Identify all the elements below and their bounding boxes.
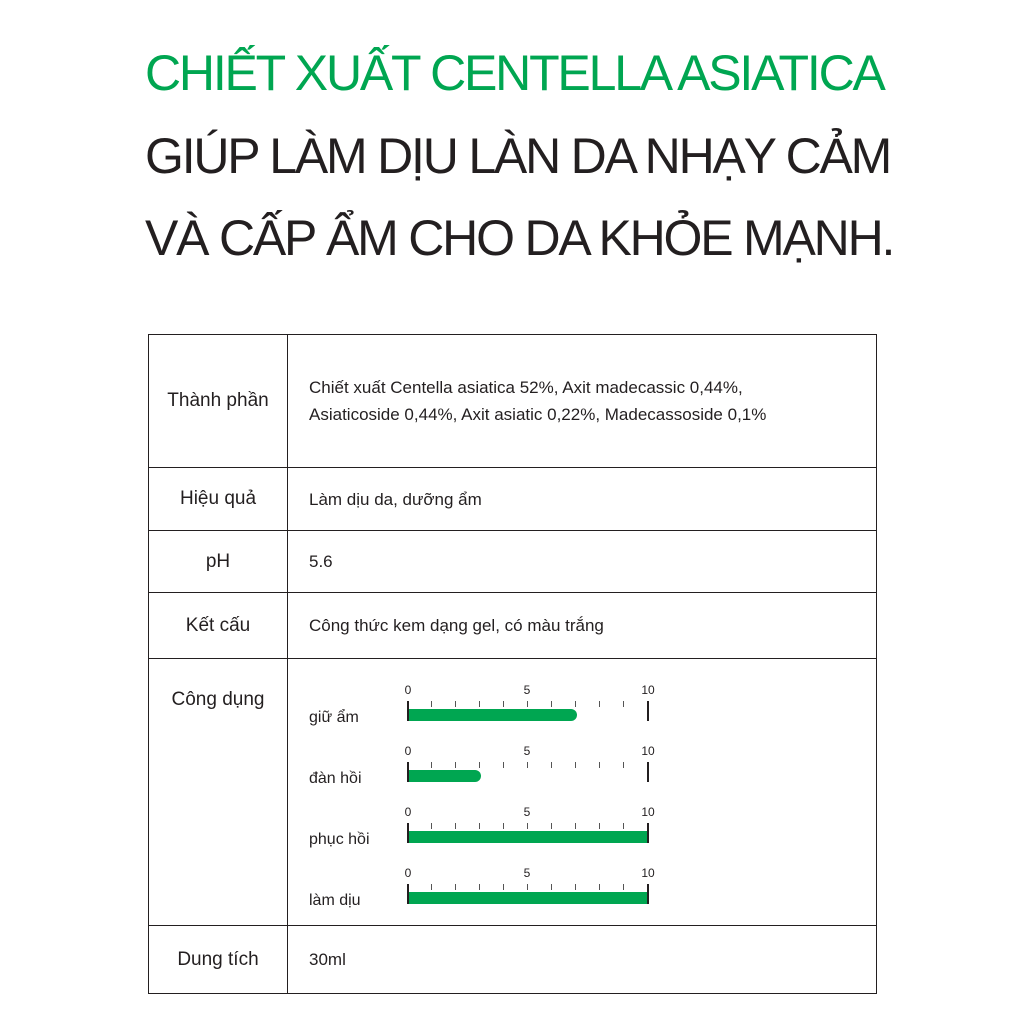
scale-tick — [503, 762, 504, 768]
ingredients-line-1: Chiết xuất Centella asiatica 52%, Axit madecassic 0,44%, — [309, 378, 743, 397]
scale-tick — [455, 701, 456, 707]
scale-tick — [551, 762, 552, 768]
label-texture: Kết cấu — [149, 593, 288, 659]
rating-row — [288, 677, 876, 738]
rating-scale — [404, 860, 655, 921]
scale-tick — [599, 762, 600, 768]
label-uses: Công dụng — [149, 659, 288, 926]
rating-row — [288, 860, 876, 921]
value-texture: Công thức kem dạng gel, có màu trắng — [288, 593, 877, 659]
row-effect — [149, 468, 877, 531]
scale-tick — [479, 762, 480, 768]
scale-min-label: 0 — [404, 683, 412, 697]
scale-tick — [455, 823, 456, 829]
scale-tick — [623, 701, 624, 707]
scale-tick — [551, 884, 552, 890]
scale-end-line — [647, 762, 649, 782]
scale-max-label: 10 — [641, 805, 655, 819]
scale-end-line — [647, 823, 649, 843]
scale-start-line — [407, 762, 409, 782]
row-ingredients — [149, 335, 877, 468]
rating-bar — [407, 709, 577, 721]
scale-start-line — [407, 884, 409, 904]
rating-row — [288, 738, 876, 799]
rating-bar — [407, 892, 649, 904]
rating-label: làm dịu — [309, 892, 361, 909]
ingredients-line-2: Asiaticoside 0,44%, Axit asiatic 0,22%, Madecassoside 0,1% — [309, 405, 767, 424]
scale-tick — [623, 884, 624, 890]
rating-scale — [404, 799, 655, 860]
rating-label: phục hồi — [309, 831, 370, 848]
scale-tick — [527, 701, 528, 707]
spec-table — [148, 334, 877, 994]
label-ph: pH — [149, 531, 288, 593]
scale-min-label: 0 — [404, 866, 412, 880]
scale-tick — [503, 884, 504, 890]
value-effect: Làm dịu da, dưỡng ẩm — [288, 468, 877, 531]
scale-tick — [527, 762, 528, 768]
heading-line-3: VÀ CẤP ẨM CHO DA KHỎE MẠNH. — [145, 210, 894, 266]
scale-max-label: 10 — [641, 744, 655, 758]
scale-mid-label: 5 — [523, 683, 531, 697]
scale-tick — [575, 884, 576, 890]
rating-bar — [407, 831, 649, 843]
rating-scale — [404, 738, 655, 799]
scale-min-label: 0 — [404, 744, 412, 758]
label-ingredients: Thành phần — [149, 335, 288, 468]
scale-tick — [527, 823, 528, 829]
scale-tick — [479, 884, 480, 890]
label-effect: Hiệu quả — [149, 468, 288, 531]
scale-tick — [575, 762, 576, 768]
scale-min-label: 0 — [404, 805, 412, 819]
value-ph: 5.6 — [288, 531, 877, 593]
scale-tick — [623, 823, 624, 829]
scale-tick — [599, 701, 600, 707]
row-volume — [149, 926, 877, 994]
scale-tick — [479, 823, 480, 829]
scale-tick — [455, 762, 456, 768]
scale-tick — [431, 701, 432, 707]
rating-bar — [407, 770, 481, 782]
row-uses — [149, 659, 877, 926]
scale-mid-label: 5 — [523, 866, 531, 880]
scale-tick — [431, 762, 432, 768]
label-volume: Dung tích — [149, 926, 288, 994]
scale-mid-label: 5 — [523, 805, 531, 819]
scale-mid-label: 5 — [523, 744, 531, 758]
scale-tick — [503, 701, 504, 707]
rating-scale — [404, 677, 655, 738]
scale-tick — [431, 884, 432, 890]
scale-tick — [527, 884, 528, 890]
ratings-list — [288, 677, 876, 921]
scale-tick — [575, 701, 576, 707]
rating-row — [288, 799, 876, 860]
scale-max-label: 10 — [641, 683, 655, 697]
scale-tick — [599, 823, 600, 829]
scale-tick — [623, 762, 624, 768]
rating-label: đàn hồi — [309, 770, 362, 787]
scale-end-line — [647, 884, 649, 904]
heading-line-1: CHIẾT XUẤT CENTELLA ASIATICA — [145, 45, 884, 101]
scale-tick — [479, 701, 480, 707]
value-ingredients — [288, 335, 877, 468]
scale-max-label: 10 — [641, 866, 655, 880]
scale-start-line — [407, 823, 409, 843]
scale-tick — [503, 823, 504, 829]
rating-label: giữ ẩm — [309, 709, 359, 726]
scale-tick — [551, 823, 552, 829]
scale-tick — [431, 823, 432, 829]
row-texture — [149, 593, 877, 659]
value-volume: 30ml — [288, 926, 877, 994]
heading-line-2: GIÚP LÀM DỊU LÀN DA NHẠY CẢM — [145, 128, 891, 184]
scale-tick — [551, 701, 552, 707]
scale-end-line — [647, 701, 649, 721]
value-uses — [288, 659, 877, 926]
scale-tick — [575, 823, 576, 829]
scale-tick — [455, 884, 456, 890]
row-ph — [149, 531, 877, 593]
scale-start-line — [407, 701, 409, 721]
scale-tick — [599, 884, 600, 890]
